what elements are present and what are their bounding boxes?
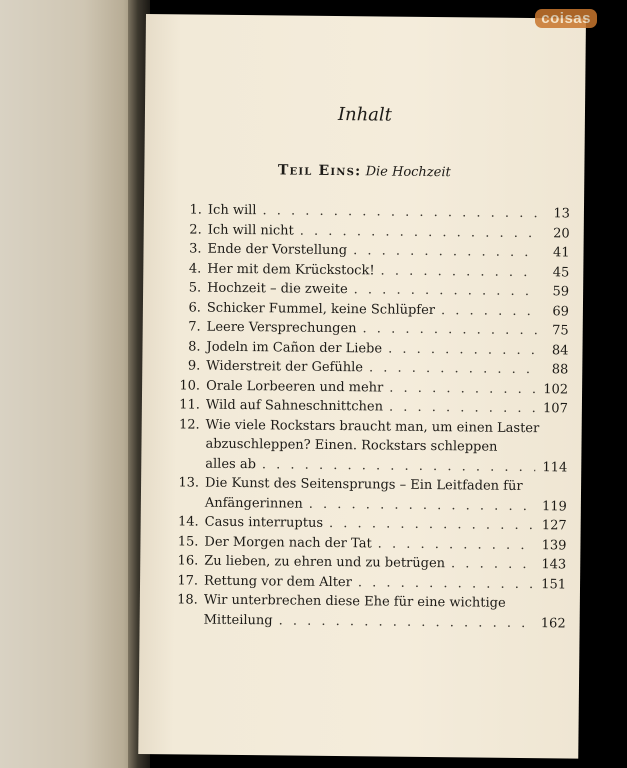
book-page [138, 14, 586, 759]
part-name: Die Hochzeit [365, 164, 451, 181]
chapter-title: Wie viele Rockstars braucht man, um einen Laster [205, 417, 540, 436]
table-of-contents [170, 200, 570, 633]
page-number: 75 [552, 323, 569, 339]
dot-leader [353, 241, 538, 262]
chapter-title: Mitteilung [203, 612, 273, 628]
chapter-title: Wir unterbrechen diese Ehe für eine wichtige [203, 592, 506, 611]
page-number: 119 [541, 498, 567, 514]
chapter-title: Anfängerinnen [204, 495, 303, 512]
dot-leader [300, 221, 538, 243]
left-page [0, 0, 140, 768]
chapter-number: 13. [178, 475, 200, 491]
page-title: Inhalt [337, 104, 393, 126]
dot-leader [451, 554, 534, 574]
part-label: Teil Eins: [277, 162, 362, 180]
dot-leader [441, 301, 537, 322]
dot-leader [329, 514, 535, 536]
page-number: 143 [541, 557, 567, 573]
chapter-number: 8. [188, 338, 201, 355]
dot-leader [362, 319, 536, 340]
chapter-title: Orale Lorbeeren und mehr [206, 378, 384, 396]
dot-leader [369, 358, 537, 379]
watermark-logo: coisas [535, 9, 597, 28]
chapter-title: Leere Versprechungen [206, 319, 357, 337]
chapter-title: Widerstreit der Gefühle [206, 358, 364, 376]
chapter-title: Zu lieben, zu ehren und zu betrügen [204, 553, 446, 572]
chapter-title: abzuschleppen? Einen. Rockstars schleppen [205, 436, 498, 455]
page-number: 69 [552, 303, 569, 319]
chapter-number: 9. [187, 358, 201, 374]
chapter-title: Jodeln im Cañon der Liebe [206, 339, 383, 356]
chapter-number: 14. [177, 514, 199, 530]
chapter-title: Wild auf Sahneschnittchen [205, 397, 384, 415]
page-number: 84 [551, 342, 569, 358]
page-number: 107 [542, 401, 568, 417]
chapter-title: Ich will [207, 202, 257, 219]
chapter-title: alles ab [205, 456, 257, 472]
page-number: 41 [552, 245, 570, 261]
chapter-title: Schicker Fummel, keine Schlüpfer [206, 300, 436, 318]
chapter-title: Hochzeit – die zweite [207, 280, 348, 298]
chapter-title: Ende der Vorstellung [207, 241, 348, 259]
page-number: 20 [553, 225, 570, 241]
page-number: 102 [543, 381, 569, 397]
page-number: 59 [552, 284, 570, 300]
chapter-number: 12. [178, 416, 200, 433]
chapter-number: 1. [189, 202, 203, 218]
dot-leader [358, 573, 534, 594]
page-number: 127 [541, 518, 567, 534]
chapter-number: 4. [188, 260, 202, 277]
page-number: 139 [541, 537, 567, 553]
chapter-title: Ich will nicht [207, 222, 294, 239]
chapter-number: 7. [188, 319, 201, 335]
chapter-number: 11. [179, 397, 200, 413]
page-number: 162 [540, 615, 566, 631]
dot-leader [279, 611, 534, 633]
chapter-title: Casus interruptus [204, 514, 324, 531]
dot-leader [309, 494, 535, 516]
page-number: 13 [553, 206, 571, 222]
page-number: 88 [551, 362, 569, 378]
chapter-number: 10. [179, 377, 201, 394]
chapter-number: 2. [189, 221, 202, 238]
chapter-number: 15. [177, 533, 199, 550]
toc-entry [171, 415, 568, 478]
dot-leader [389, 378, 536, 399]
dot-leader [380, 261, 537, 282]
dot-leader [354, 280, 538, 301]
chapter-number: 16. [177, 553, 199, 569]
chapter-title: Der Morgen nach der Tat [204, 534, 372, 551]
chapter-title: Rettung vor dem Alter [203, 573, 352, 590]
chapter-number: 5. [188, 280, 202, 296]
page-number: 151 [541, 576, 567, 592]
chapter-number: 3. [189, 241, 202, 257]
chapter-title: Die Kunst des Seitensprungs – Ein Leitfaden für [205, 475, 523, 494]
dot-leader [388, 339, 537, 360]
dot-leader [378, 534, 535, 555]
chapter-number: 18. [177, 592, 198, 608]
chapter-number: 17. [177, 572, 199, 589]
page-number: 45 [552, 264, 570, 280]
chapter-title: Her mit dem Krückstock! [207, 261, 375, 278]
dot-leader [389, 398, 536, 419]
page-number: 114 [542, 459, 568, 475]
toc-entry [171, 473, 567, 516]
chapter-number: 6. [188, 299, 202, 316]
part-heading [144, 161, 584, 182]
toc-entry [170, 590, 566, 633]
